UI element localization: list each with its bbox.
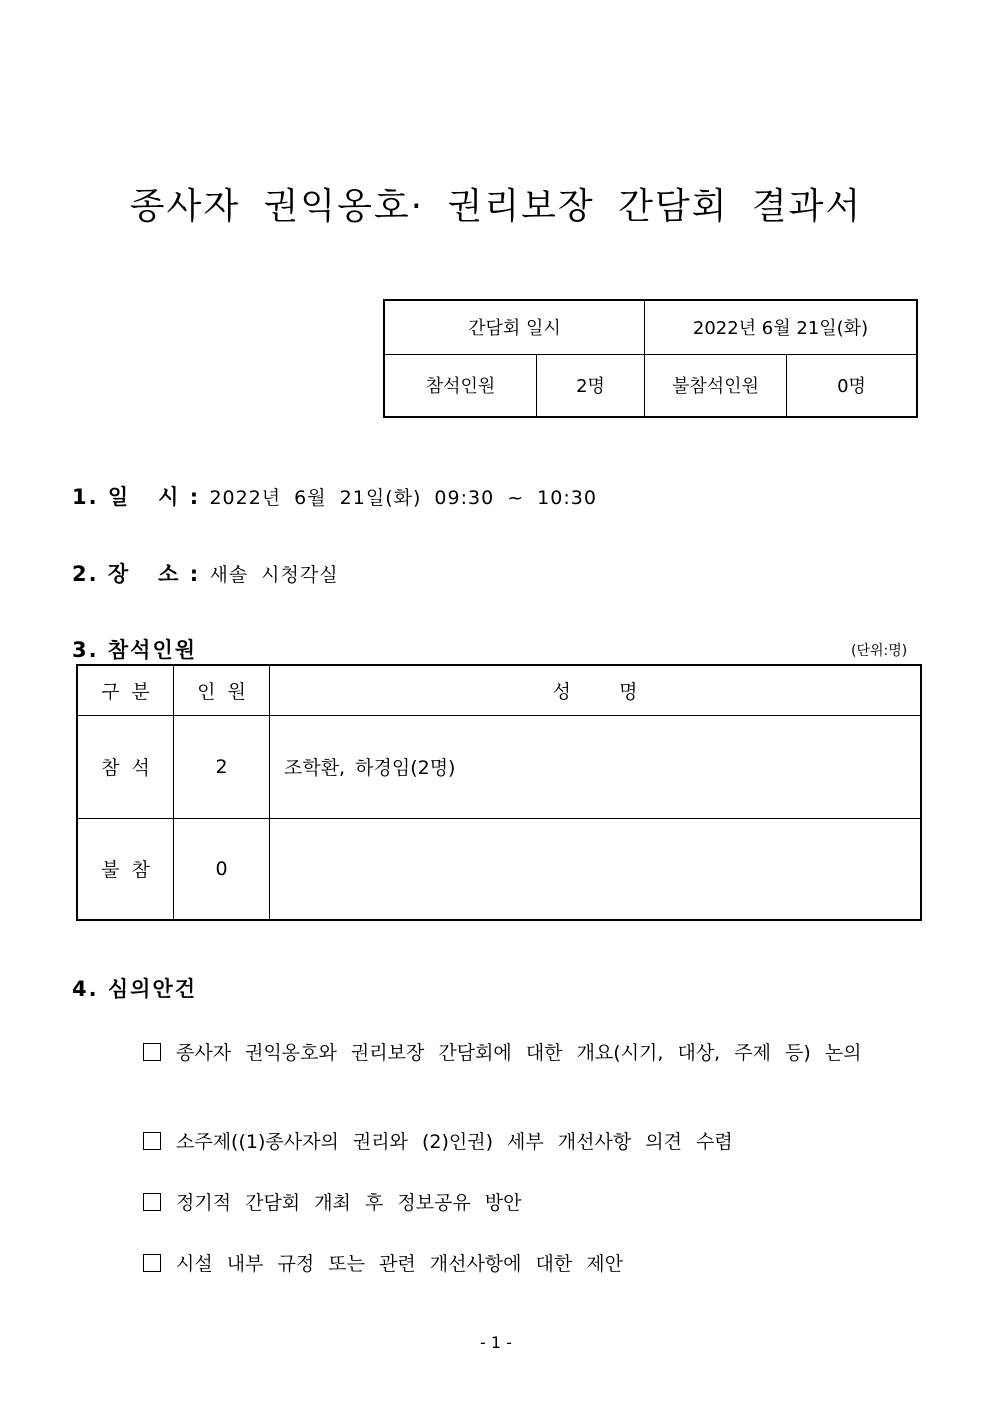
- row-names: 조학환, 하경임(2명): [270, 715, 922, 818]
- checkbox-icon: [143, 1254, 161, 1272]
- section-datetime: [72, 481, 597, 511]
- meeting-date-value: 2022년 6월 21일(화): [645, 300, 918, 354]
- checkbox-icon: [143, 1193, 161, 1211]
- meeting-info-table: [383, 299, 918, 418]
- attendance-table: [76, 664, 922, 921]
- row-count: 0: [174, 818, 270, 920]
- agenda-item-text: 시설 내부 규정 또는 관련 개선사항에 대한 제안: [176, 1253, 624, 1275]
- row-count: 2: [174, 715, 270, 818]
- section-datetime-label: 1. 일 시 :: [72, 485, 201, 509]
- meeting-date-label: 간담회 일시: [384, 300, 645, 354]
- section-place-label: 2. 장 소 :: [72, 562, 201, 586]
- agenda-item: [143, 1127, 921, 1157]
- table-row: [77, 715, 921, 818]
- section-attendees-heading: 3. 참석인원: [72, 638, 198, 662]
- table-row: [77, 818, 921, 920]
- section-datetime-value: 2022년 6월 21일(화) 09:30 ~ 10:30: [209, 487, 597, 509]
- section-agenda-heading: 4. 심의안건: [72, 977, 198, 1001]
- row-category: 참 석: [77, 715, 174, 818]
- checkbox-icon: [143, 1043, 161, 1061]
- agenda-item: [143, 1188, 921, 1218]
- checkbox-icon: [143, 1132, 161, 1150]
- row-names: [270, 818, 922, 920]
- row-category: 불 참: [77, 818, 174, 920]
- absentees-label: 불참석인원: [645, 354, 787, 417]
- absentees-value: 0명: [787, 354, 918, 417]
- page-number: - 1 -: [480, 1333, 512, 1352]
- header-names: 성 명: [270, 665, 922, 715]
- agenda-item-text: 소주제((1)종사자의 권리와 (2)인권) 세부 개선사항 의견 수렴: [176, 1131, 733, 1153]
- header-count: 인 원: [174, 665, 270, 715]
- section-place: [72, 558, 339, 588]
- attendees-label: 참석인원: [384, 354, 537, 417]
- agenda-item: [143, 1249, 921, 1279]
- agenda-item-text: 종사자 권익옹호와 권리보장 간담회에 대한 개요(시기, 대상, 주제 등) 논의: [176, 1042, 862, 1064]
- agenda-item-text: 정기적 간담회 개최 후 정보공유 방안: [176, 1192, 522, 1214]
- section-place-value: 새솔 시청각실: [209, 564, 339, 586]
- attendees-value: 2명: [537, 354, 645, 417]
- agenda-item: [143, 1038, 921, 1068]
- document-title: 종사자 권익옹호· 권리보장 간담회 결과서: [129, 186, 863, 227]
- unit-note: (단위:명): [851, 643, 908, 659]
- header-category: 구 분: [77, 665, 174, 715]
